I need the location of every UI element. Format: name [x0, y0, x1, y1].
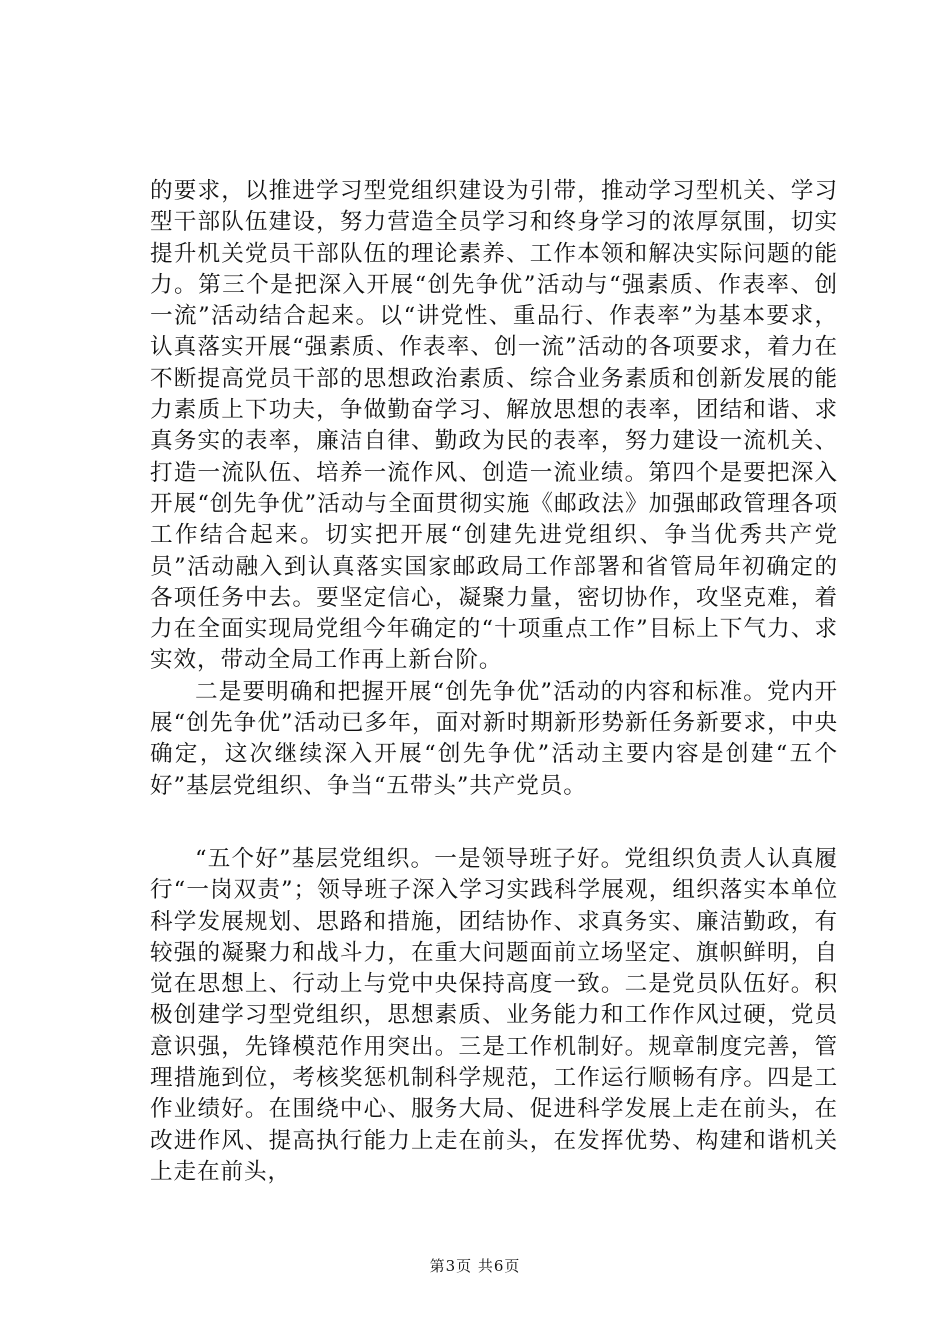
- paragraph-continuation: 的要求，以推进学习型党组织建设为引带，推动学习型机关、学习型干部队伍建设，努力营造全员学习和终身学习的浓厚氛围，切实提升机关党员干部队伍的理论素养、工作本领和解决实际问题的能力。第三个是把深入开展“创先争优”活动与“强素质、作表率、创一流”活动结合起来。以“讲党性、重品行、作表率”为基本要求，认真落实开展“强素质、作表率、创一流”活动的各项要求，着力在不断提高党员干部的思想政治素质、综合业务素质和创新发展的能力素质上下功夫，争做勤奋学习、解放思想的表率，团结和谐、求真务实的表率，廉洁自律、勤政为民的表率，努力建设一流机关、打造一流队伍、培养一流作风、创造一流业绩。第四个是要把深入开展“创先争优”活动与全面贯彻实施《邮政法》加强邮政管理各项工作结合起来。切实把开展“创建先进党组织、争当优秀共产党员”活动融入到认真落实国家邮政局工作部署和省管局年初确定的各项任务中去。要坚定信心，凝聚力量，密切协作，攻坚克难，着力在全面实现局党组今年确定的“十项重点工作”目标上下气力、求实效，带动全局工作再上新台阶。: [150, 178, 838, 674]
- page-footer: 第3页 共6页: [429, 1257, 521, 1275]
- paragraph-content-standards: 二是要明确和把握开展“创先争优”活动的内容和标准。党内开展“创先争优”活动已多年，面对新时期新形势新任务新要求，中央确定，这次继续深入开展“创先争优”活动主要内容是创建“五个好”基层党组织、争当“五带头”共产党员。: [150, 678, 838, 799]
- body-text-section-1: [150, 176, 838, 802]
- body-text-section-2: [150, 844, 838, 1188]
- paragraph-five-goods: “五个好”基层党组织。一是领导班子好。党组织负责人认真履行“一岗双责”；领导班子深入学习实践科学展观，组织落实本单位科学发展规划、思路和措施，团结协作、求真务实、廉洁勤政，有较强的凝聚力和战斗力，在重大问题面前立场坚定、旗帜鲜明，自觉在思想上、行动上与党中央保持高度一致。二是党员队伍好。积极创建学习型党组织，思想素质、业务能力和工作作风过硬，党员意识强，先锋模范作用突出。三是工作机制好。规章制度完善，管理措施到位，考核奖惩机制科学规范，工作运行顺畅有序。四是工作业绩好。在围绕中心、服务大局、促进科学发展上走在前头，在改进作风、提高执行能力上走在前头，在发挥优势、构建和谐机关上走在前头，: [150, 846, 838, 1185]
